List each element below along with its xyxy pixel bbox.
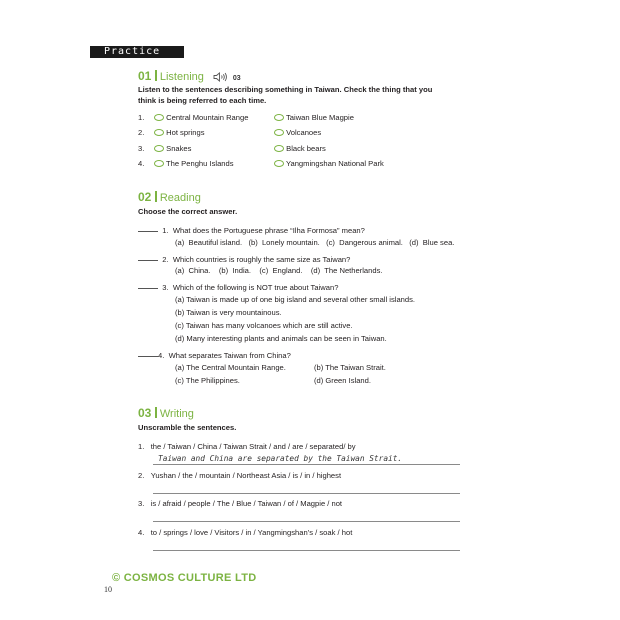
answer-line[interactable] [153,550,460,551]
listening-item-2: 2. [138,128,145,137]
writing-item-3: 3. is / afraid / people / The / Blue / Taiwan / of / Magpie / not [138,499,343,508]
reading-title: Reading [159,192,201,204]
answer-line[interactable] [153,521,460,522]
answer-circle-icon[interactable] [274,145,284,152]
listening-option[interactable]: Black bears [274,144,326,154]
reading-question-4: 4. What separates Taiwan from China? [138,351,291,361]
answer-circle-icon[interactable] [154,129,164,136]
reading-instruction: Choose the correct answer. [138,207,238,216]
answer-line[interactable] [153,464,460,465]
writing-heading [138,404,194,422]
reading-option: (b) The Taiwan Strait. [314,363,386,372]
answer-blank[interactable] [138,355,158,357]
reading-option: (d) Green Island. [314,376,371,385]
answer-circle-icon[interactable] [154,145,164,152]
section-divider [155,407,157,418]
listening-title: Listening [159,71,204,83]
reading-option: (d) Many interesting plants and animals can be seen in Taiwan. [175,334,387,343]
listening-option[interactable]: The Penghu Islands [154,159,234,169]
answer-circle-icon[interactable] [274,114,284,121]
copyright-notice: © COSMOS CULTURE LTD [112,572,257,584]
reading-number: 02 [138,190,152,204]
writing-item-2: 2. Yushan / the / mountain / Northeast Asia / is / in / highest [138,471,342,480]
reading-option: (c) Taiwan has many volcanoes which are still active. [175,321,353,330]
writing-title: Writing [159,408,194,420]
answer-blank[interactable] [138,287,158,289]
listening-option[interactable]: Volcanoes [274,128,321,138]
reading-heading [138,188,201,206]
page-number: 10 [104,585,112,594]
writing-answer: Taiwan and China are separated by the Taiwan Strait. [158,454,403,463]
answer-line[interactable] [153,493,460,494]
listening-option[interactable]: Yangmingshan National Park [274,159,384,169]
listening-item-3: 3. [138,144,145,153]
section-divider [155,70,157,81]
writing-item-4: 4. to / springs / love / Visitors / in / Yangmingshan’s / soak / hot [138,528,353,537]
reading-options: (a) China. (b) India. (c) England. (d) The Netherlands. [175,266,383,275]
practice-label: Practice [104,46,161,57]
reading-question-1: 1. What does the Portuguese phrase “Ilha Formosa” mean? [138,226,365,236]
answer-circle-icon[interactable] [274,160,284,167]
writing-number: 03 [138,406,152,420]
reading-option: (b) Taiwan is very mountainous. [175,308,282,317]
answer-circle-icon[interactable] [274,129,284,136]
reading-options: (a) Beautiful island. (b) Lonely mountain. (c) Dangerous animal. (d) Blue sea. [175,238,455,247]
listening-option[interactable]: Snakes [154,144,191,154]
answer-circle-icon[interactable] [154,114,164,121]
listening-instruction: Listen to the sentences describing something in Taiwan. Check the thing that you think is being referred to each time. [138,85,433,105]
answer-circle-icon[interactable] [154,160,164,167]
track-number: 03 [232,75,241,82]
writing-item-1: 1. the / Taiwan / China / Taiwan Strait / and / are / separated/ by [138,442,356,451]
listening-option[interactable]: Taiwan Blue Magpie [274,113,354,123]
listening-option[interactable]: Central Mountain Range [154,113,248,123]
reading-question-3: 3. Which of the following is NOT true about Taiwan? [138,283,338,293]
reading-option: (c) The Philippines. [175,376,240,385]
reading-option: (a) The Central Mountain Range. [175,363,286,372]
listening-number: 01 [138,69,152,83]
reading-option: (a) Taiwan is made up of one big island and several other small islands. [175,295,416,304]
reading-question-2: 2. Which countries is roughly the same size as Taiwan? [138,255,350,265]
listening-item-1: 1. [138,113,145,122]
writing-instruction: Unscramble the sentences. [138,423,237,432]
listening-option[interactable]: Hot springs [154,128,205,138]
section-divider [155,191,157,202]
answer-blank[interactable] [138,230,158,232]
listening-item-4: 4. [138,159,145,168]
answer-blank[interactable] [138,259,158,261]
